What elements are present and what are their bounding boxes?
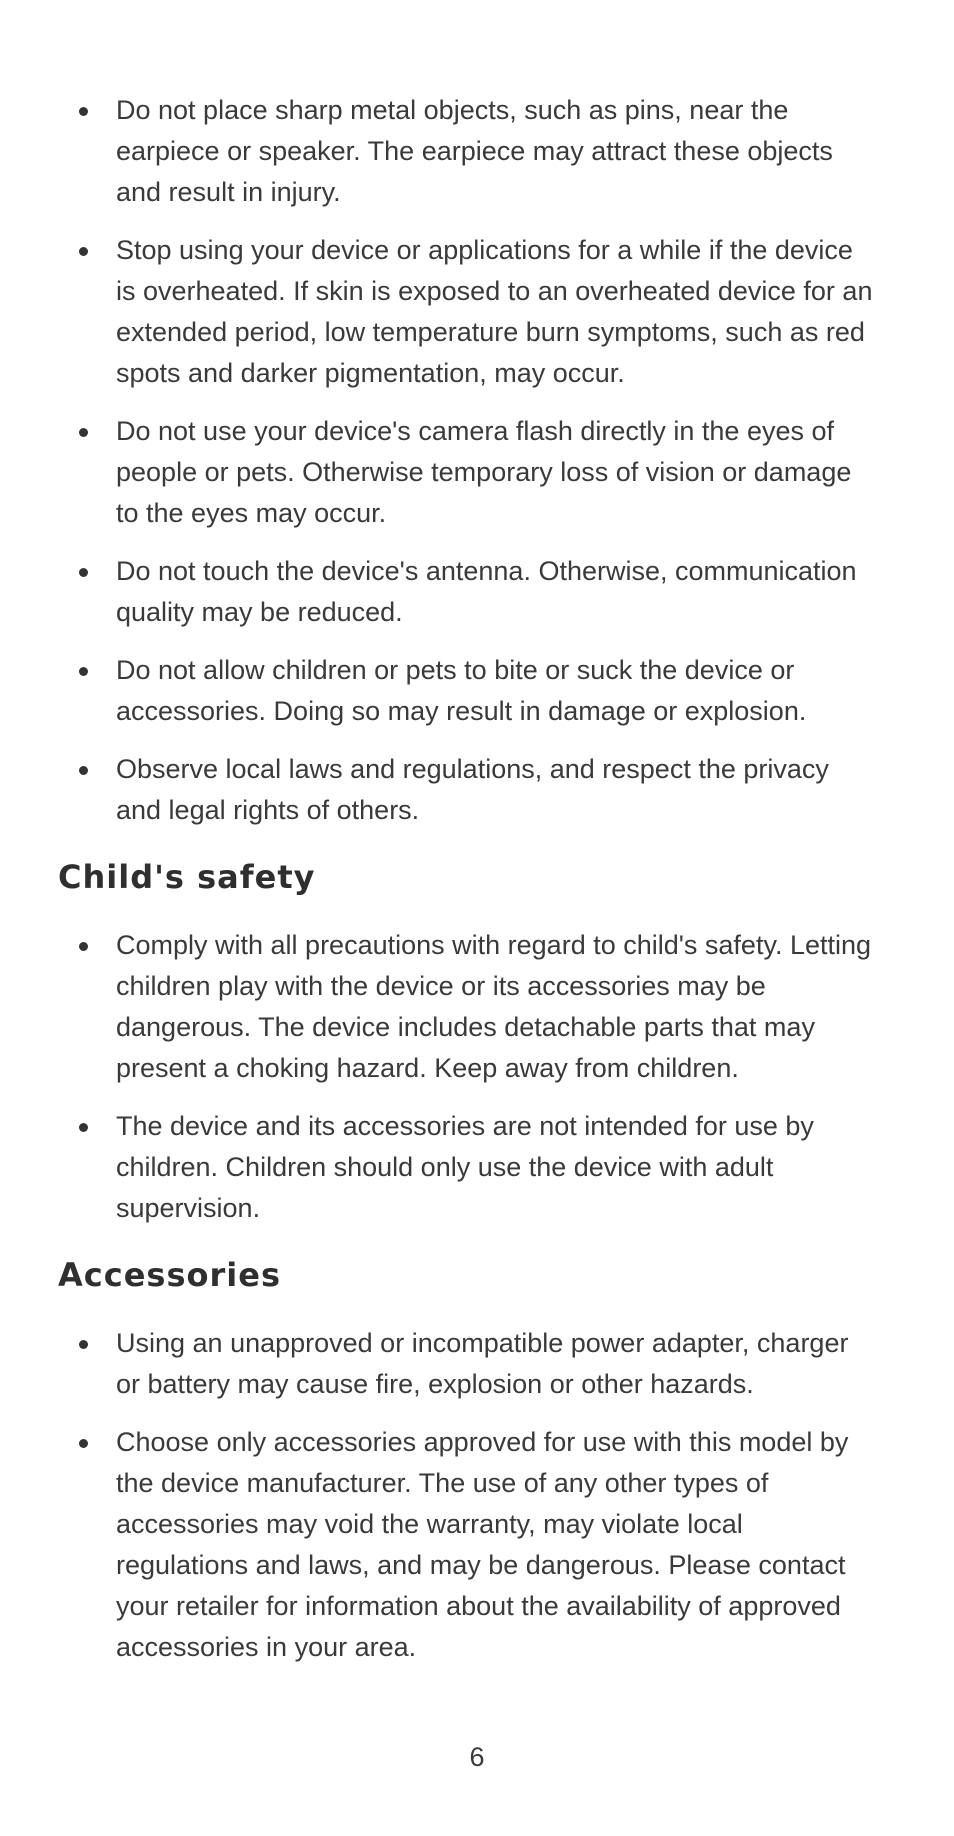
list-item — [58, 411, 878, 534]
list-item-text: The device and its accessories are not intended for use by children. Children should only use the device with adult supervision. — [116, 1111, 814, 1223]
bullet-icon — [79, 766, 88, 775]
list-item — [58, 925, 878, 1089]
bullet-icon — [79, 942, 88, 951]
list-item — [58, 1323, 878, 1405]
list-item-text: Observe local laws and regulations, and respect the privacy and legal rights of others. — [116, 754, 829, 825]
list-item-text: Stop using your device or applications for a while if the device is overheated. If skin is exposed to an overheated device for an extended period, low temperature burn symptoms, such as red spots and darker pigmentation, may occur. — [116, 235, 873, 388]
list-item-text: Do not place sharp metal objects, such as pins, near the earpiece or speaker. The earpiece may attract these objects and result in injury. — [116, 95, 833, 207]
list-item — [58, 551, 878, 633]
list-item-text: Using an unapproved or incompatible power adapter, charger or battery may cause fire, explosion or other hazards. — [116, 1328, 849, 1399]
list-item-text: Comply with all precautions with regard to child's safety. Letting children play with the device or its accessories may be dangerous. The device includes detachable parts that may present a choking hazard. Keep away from children. — [116, 930, 872, 1083]
section-title-childs-safety: Child's safety — [58, 858, 316, 896]
list-item — [58, 1106, 878, 1229]
bullet-icon — [79, 568, 88, 577]
accessories-list — [58, 1323, 878, 1668]
list-item-text: Do not allow children or pets to bite or suck the device or accessories. Doing so may result in damage or explosion. — [116, 655, 807, 726]
page-content — [58, 90, 878, 1685]
bullet-icon — [79, 247, 88, 256]
bullet-icon — [79, 1123, 88, 1132]
bullet-icon — [79, 428, 88, 437]
list-item — [58, 1422, 878, 1668]
list-item-text: Choose only accessories approved for use with this model by the device manufacturer. The use of any other types of accessories may void the warranty, may violate local regulations and laws, and may be dangerous. Please contact your retailer for information about the availability of approved accessories in your area. — [116, 1427, 849, 1662]
page-number: 6 — [469, 1742, 485, 1772]
list-item — [58, 90, 878, 213]
bullet-icon — [79, 1439, 88, 1448]
bullet-icon — [79, 667, 88, 676]
bullet-icon — [79, 1340, 88, 1349]
list-item — [58, 230, 878, 394]
list-item — [58, 650, 878, 732]
childs-safety-list — [58, 925, 878, 1229]
list-item-text: Do not use your device's camera flash directly in the eyes of people or pets. Otherwise temporary loss of vision or damage to the eyes may occur. — [116, 416, 852, 528]
section-title-accessories: Accessories — [58, 1256, 281, 1294]
list-item-text: Do not touch the device's antenna. Otherwise, communication quality may be reduced. — [116, 556, 857, 627]
safety-list — [58, 90, 878, 831]
list-item — [58, 749, 878, 831]
bullet-icon — [79, 107, 88, 116]
